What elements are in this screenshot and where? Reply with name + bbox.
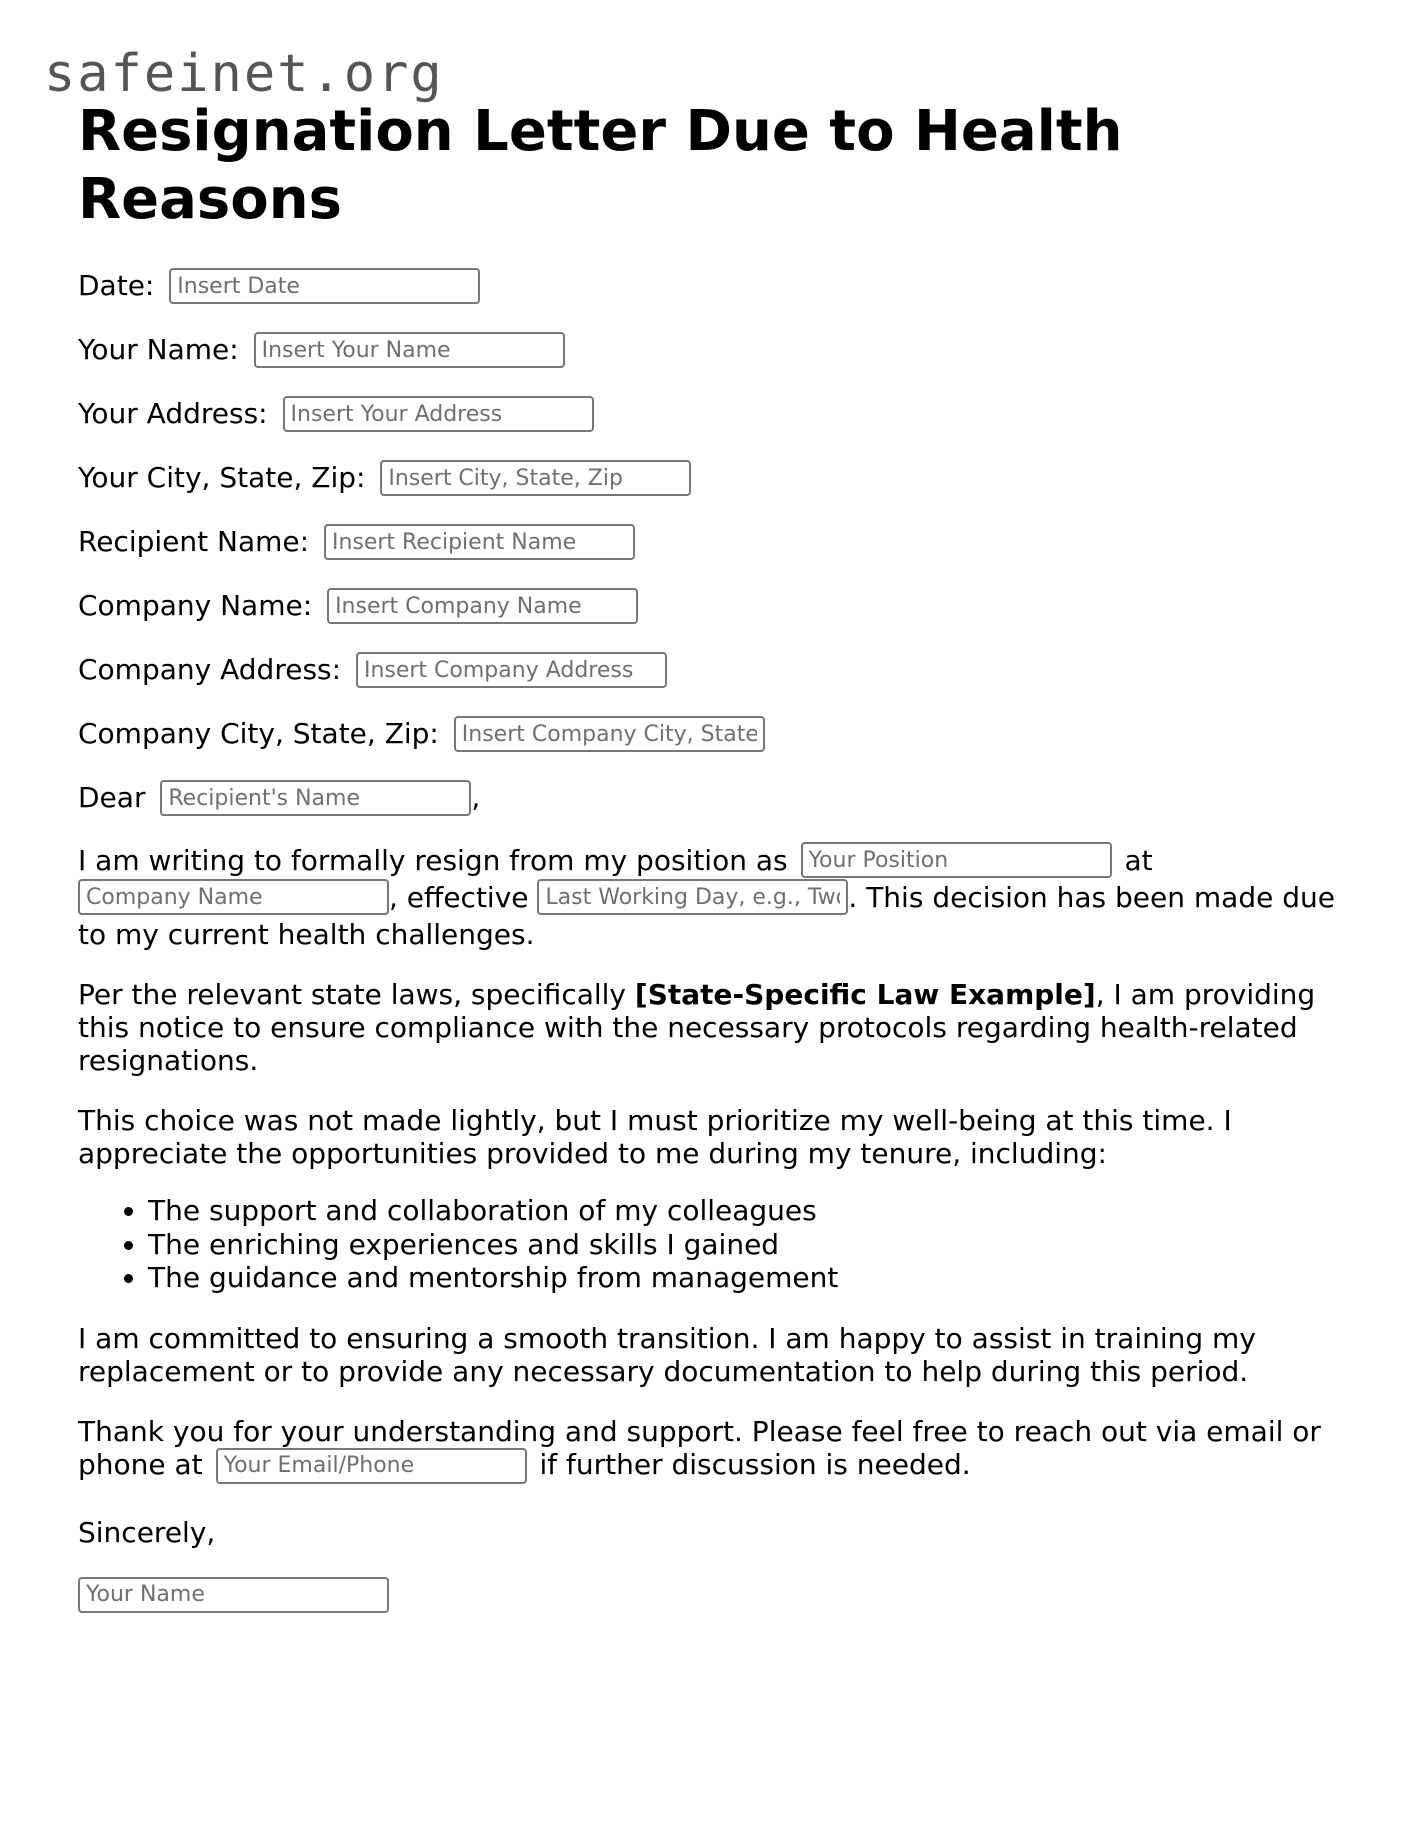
salutation-comma: ,: [471, 781, 481, 814]
date-row: [78, 268, 1338, 304]
your-address-label: Your Address:: [78, 397, 268, 430]
last-working-day-input[interactable]: [537, 879, 848, 915]
salutation-row: [78, 780, 1338, 816]
your-address-input[interactable]: [283, 396, 594, 432]
list-item: • The support and collaboration of my colleagues: [148, 1194, 1338, 1228]
page-title: Resignation Letter Due to Health Reasons: [78, 99, 1123, 232]
position-input[interactable]: [801, 842, 1112, 878]
letter-document: [78, 98, 1338, 1613]
date-label: Date:: [78, 269, 155, 302]
paragraph-thanks: [78, 1415, 1338, 1484]
salutation-recipient-input[interactable]: [160, 780, 471, 816]
company-address-row: [78, 652, 1338, 688]
your-name-label: Your Name:: [78, 333, 239, 366]
paragraph1-text-3: , effective: [389, 881, 529, 914]
company-city-row: [78, 716, 1338, 752]
your-name-input[interactable]: [254, 332, 565, 368]
paragraph5-text-1: Thank you for your understanding and support. Please feel free to reach out via email or phone at: [78, 1414, 1321, 1481]
watermark: safeinet.org: [44, 44, 444, 104]
recipient-name-row: [78, 524, 1338, 560]
paragraph-resignation: [78, 842, 1338, 953]
recipient-name-label: Recipient Name:: [78, 525, 310, 558]
company-city-label: Company City, State, Zip:: [78, 717, 439, 750]
signature-name-input[interactable]: [78, 1577, 389, 1613]
recipient-name-input[interactable]: [324, 524, 635, 560]
your-city-row: [78, 460, 1338, 496]
paragraph2-text-1: Per the relevant state laws, specifically: [78, 978, 626, 1011]
opportunities-list: [78, 1194, 1338, 1295]
paragraph1-text-2: at: [1124, 844, 1153, 877]
company-address-label: Company Address:: [78, 653, 342, 686]
signoff: Sincerely,: [78, 1515, 216, 1549]
company-name-label: Company Name:: [78, 589, 313, 622]
paragraph5-text-2: if further discussion is needed.: [539, 1447, 971, 1481]
signature-row: [78, 1577, 1338, 1613]
your-name-row: [78, 332, 1338, 368]
your-city-label: Your City, State, Zip:: [78, 461, 366, 494]
state-law-reference: [State-Specific Law Example]: [634, 978, 1096, 1011]
company-address-input[interactable]: [356, 652, 667, 688]
list-item: • The enriching experiences and skills I gained: [148, 1228, 1338, 1262]
paragraph-choice: This choice was not made lightly, but I must prioritize my well-being at this time. I appreciate the opportunities provided to me during my tenure, including:: [78, 1104, 1232, 1170]
company-name-input[interactable]: [327, 588, 638, 624]
paragraph1-text-1: I am writing to formally resign from my position as: [78, 844, 788, 877]
paragraph-state-law: [78, 978, 1338, 1077]
your-address-row: [78, 396, 1338, 432]
paragraph2-text-2: , I am providing this notice to ensure compliance with the necessary protocols regarding health-related resignations.: [78, 978, 1316, 1077]
date-input[interactable]: [169, 268, 480, 304]
salutation-prefix: Dear: [78, 781, 146, 814]
company-name-inline-input[interactable]: [78, 879, 389, 915]
list-item: • The guidance and mentorship from management: [148, 1261, 1338, 1295]
contact-input[interactable]: [216, 1448, 527, 1484]
paragraph1-text-4: . This decision has been made due to my current health challenges.: [78, 881, 1335, 951]
your-city-input[interactable]: [380, 460, 691, 496]
paragraph-transition: I am committed to ensuring a smooth transition. I am happy to assist in training my replacement or to provide any necessary documentation to help during this period.: [78, 1321, 1256, 1388]
company-city-input[interactable]: [454, 716, 765, 752]
company-name-row: [78, 588, 1338, 624]
